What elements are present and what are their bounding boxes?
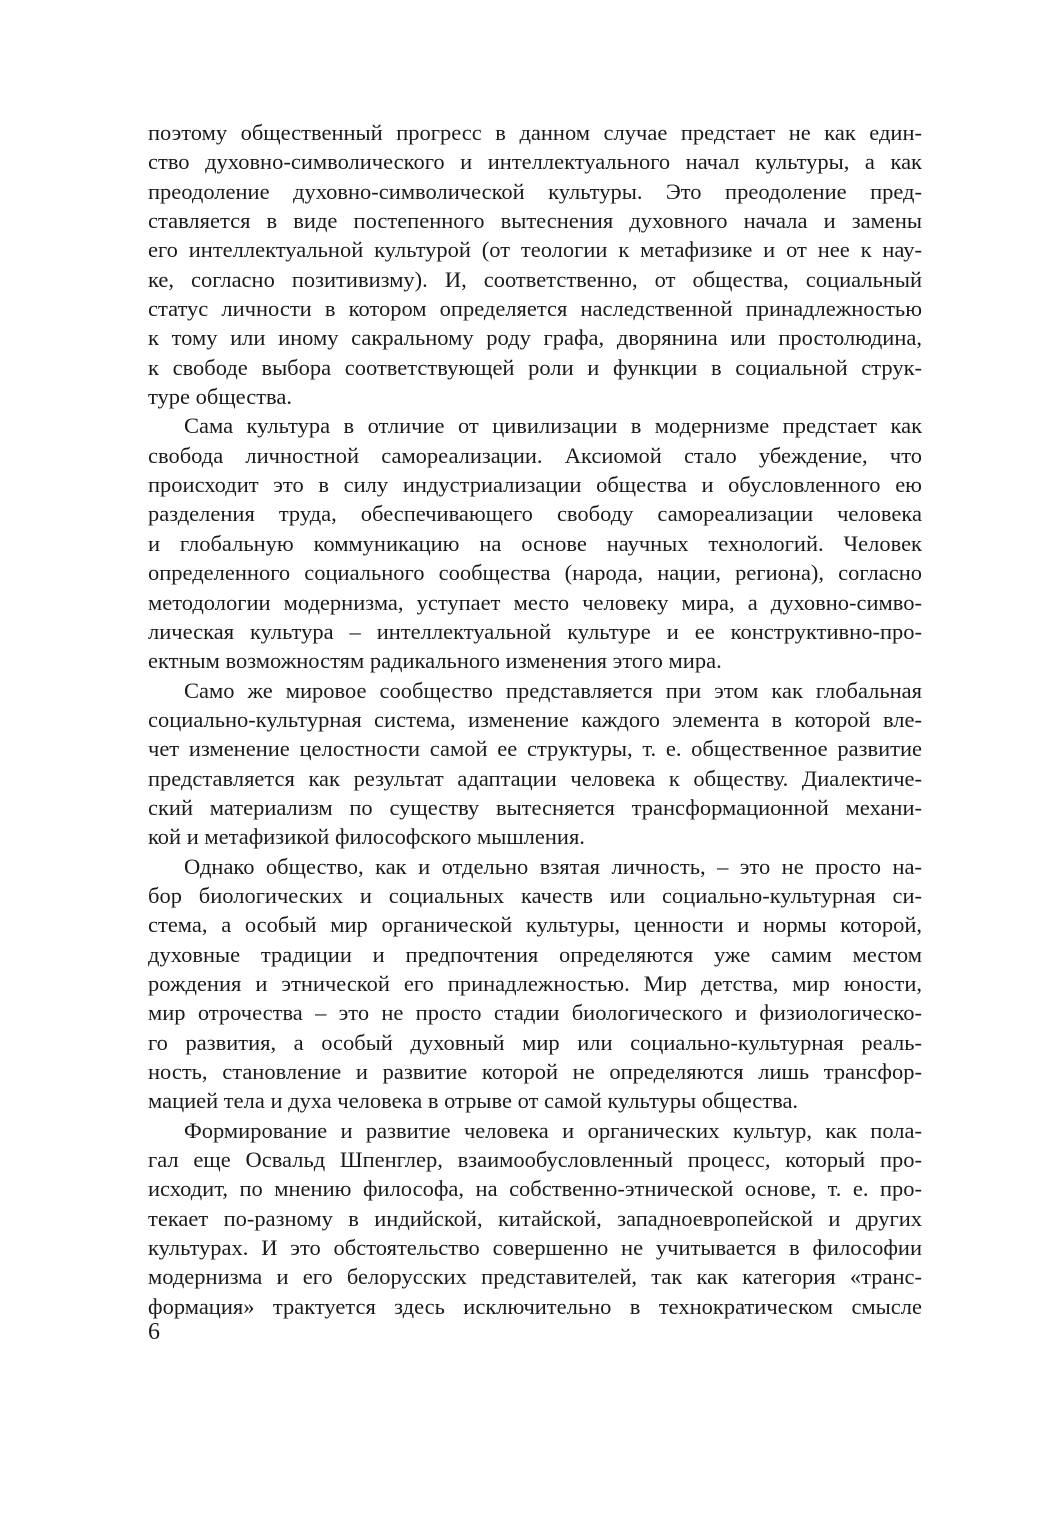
text-line: к тому или иному сакральному роду графа, дворянина или простолюдина, [148, 325, 922, 351]
text-line: ставляется в виде постепенного вытеснения духовного начала и замены [148, 208, 922, 234]
text-line: преодоление духовно-символической культуры. Это преодоление пред- [148, 178, 922, 204]
text-line: кой и метафизикой философского мышления. [148, 824, 585, 850]
paragraph [148, 852, 922, 1116]
text-line: гал еще Освальд Шпенглер, взаимообусловленный процесс, который про- [148, 1147, 922, 1173]
text-line: поэтому общественный прогресс в данном случае предстает не как един- [148, 120, 922, 145]
text-line: происходит это в силу индустриализации общества и обусловленного ею [148, 472, 922, 498]
text-line: и глобальную коммуникацию на основе научных технологий. Человек [148, 530, 922, 556]
text-line: Само же мировое сообщество представляется при этом как глобальная [184, 677, 922, 703]
text-line: определенного социального сообщества (народа, нации, региона), согласно [148, 560, 922, 586]
text-line: ке, согласно позитивизму). И, соответственно, от общества, социальный [148, 266, 922, 292]
text-line: ность, становление и развитие которой не определяются лишь трансфор- [148, 1059, 922, 1084]
text-line: бор биологических и социальных качеств или социально-культурная си- [148, 882, 922, 908]
text-line: го развития, а особый духовный мир или социально-культурная реаль- [148, 1029, 922, 1055]
paragraph [148, 118, 922, 411]
text-line: рождения и этнической его принадлежностью. Мир детства, мир юности, [148, 970, 922, 996]
text-line: туре общества. [148, 384, 292, 410]
text-line: ский материализм по существу вытесняется трансформационной механи- [148, 794, 922, 820]
text-line: формация» трактуется здесь исключительно в технократическом смысле [148, 1293, 922, 1319]
text-line: культурах. И это обстоятельство совершенно не учитывается в философии [148, 1235, 922, 1261]
text-line: социально-культурная система, изменение каждого элемента в которой вле- [148, 706, 922, 732]
text-line: текает по-разному в индийской, китайской, западноевропейской и других [148, 1205, 922, 1231]
text-line: разделения труда, обеспечивающего свободу самореализации человека [148, 501, 922, 527]
text-line: мир отрочества – это не просто стадии биологического и физиологическо- [148, 1000, 922, 1026]
text-line: ство духовно-символического и интеллектуального начал культуры, а как [148, 149, 922, 175]
text-line: исходит, по мнению философа, на собственно-этнической основе, т. е. про- [148, 1176, 922, 1202]
text-line: представляется как результат адаптации человека к обществу. Диалектиче- [148, 765, 922, 791]
text-line: методологии модернизма, уступает место человеку мира, а духовно-симво- [148, 589, 922, 615]
text-line: свобода личностной самореализации. Аксиомой стало убеждение, что [148, 442, 922, 468]
text-line: его интеллектуальной культурой (от теологии к метафизике и от нее к нау- [148, 237, 922, 263]
text-line: ектным возможностям радикального изменения этого мира. [148, 648, 722, 674]
text-line: Сама культура в отличие от цивилизации в модернизме предстает как [184, 413, 922, 439]
text-line: статус личности в котором определяется наследственной принадлежностью [148, 296, 922, 322]
text-line: модернизма и его белорусских представителей, так как категория «транс- [148, 1264, 922, 1290]
text-line: лическая культура – интеллектуальной культуре и ее конструктивно-про- [148, 618, 922, 644]
text-line: мацией тела и духа человека в отрыве от самой культуры общества. [148, 1088, 799, 1114]
paragraph [148, 411, 922, 675]
page-number: 6 [148, 1319, 160, 1345]
text-line: чет изменение целостности самой ее структуры, т. е. общественное развитие [148, 736, 922, 762]
text-line: Формирование и развитие человека и органических культур, как пола- [184, 1117, 922, 1143]
text-line: стема, а особый мир органической культуры, ценности и нормы которой, [148, 912, 922, 938]
text-line: духовные традиции и предпочтения определяются уже самим местом [148, 941, 922, 967]
page-body [148, 118, 922, 1321]
paragraph [148, 676, 922, 852]
text-line: Однако общество, как и отдельно взятая личность, – это не просто на- [184, 853, 922, 879]
text-line: к свободе выбора соответствующей роли и функции в социальной струк- [148, 354, 922, 380]
paragraph [148, 1116, 922, 1321]
